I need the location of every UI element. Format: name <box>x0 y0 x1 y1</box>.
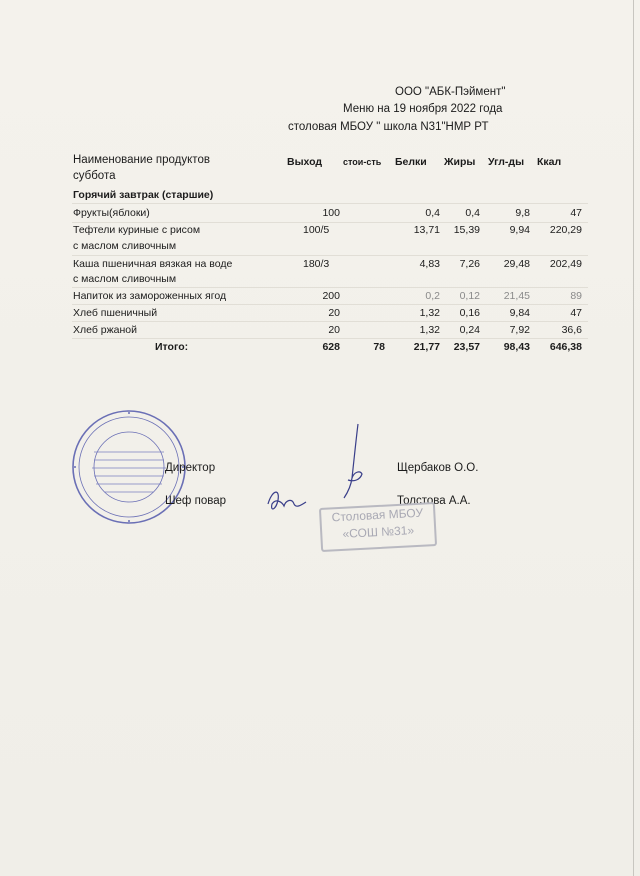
row-fat: 7,26 <box>459 258 480 270</box>
col-name-line2: суббота <box>73 170 116 182</box>
col-fat: Жиры <box>444 156 476 168</box>
chef-signature <box>262 482 312 518</box>
row-divider <box>72 203 588 204</box>
page-edge <box>633 0 634 876</box>
total-output: 628 <box>322 341 340 353</box>
row-kcal: 89 <box>570 290 582 302</box>
canteen-stamp-line1: Столовая МБОУ <box>331 505 424 525</box>
total-label: Итого: <box>155 341 189 353</box>
chef-name: Толстова А.А. <box>397 495 471 507</box>
row-kcal: 220,29 <box>549 224 582 236</box>
menu-title: Меню на 19 ноября 2022 года <box>343 103 503 115</box>
row-protein: 13,71 <box>413 224 440 236</box>
company-name: ООО "АБК-Пэймент" <box>395 86 506 98</box>
row-kcal: 36,6 <box>561 324 582 336</box>
row-output: 200 <box>322 290 340 302</box>
col-kcal: Ккал <box>537 156 562 168</box>
row-name: Фрукты(яблоки) <box>73 207 150 219</box>
total-kcal: 646,38 <box>549 341 582 353</box>
row-name: Напиток из замороженных ягод <box>73 290 227 302</box>
row-name: Хлеб пшеничный <box>73 307 158 319</box>
director-role: Директор <box>165 462 216 474</box>
col-carbs: Угл-ды <box>488 156 525 168</box>
director-signature <box>330 420 380 510</box>
canteen-stamp-line2: «СОШ №31» <box>342 523 415 541</box>
row-carbs: 7,92 <box>509 324 530 336</box>
col-name-line1: Наименование продуктов <box>73 154 210 166</box>
total-cost: 78 <box>373 341 385 353</box>
row-protein: 4,83 <box>419 258 440 270</box>
row-fat: 15,39 <box>453 224 480 236</box>
col-cost: стои-сть <box>343 157 382 167</box>
row-divider <box>72 287 588 288</box>
row-kcal: 47 <box>570 207 582 219</box>
row-divider <box>72 338 588 339</box>
row-name: Тефтели куриные с рисом <box>73 224 201 236</box>
chef-role: Шеф повар <box>165 495 226 507</box>
row-name-cont: с маслом сливочным <box>73 273 177 285</box>
row-divider <box>72 321 588 322</box>
col-protein: Белки <box>395 156 427 168</box>
total-protein: 21,77 <box>413 341 440 353</box>
row-fat: 0,24 <box>459 324 480 336</box>
row-protein: 1,32 <box>419 307 440 319</box>
row-divider <box>72 255 588 256</box>
row-name: Хлеб ржаной <box>73 324 137 336</box>
row-divider <box>72 222 588 223</box>
col-output: Выход <box>287 156 323 168</box>
row-output: 100/5 <box>303 224 330 236</box>
canteen-stamp <box>319 502 437 552</box>
row-carbs: 21,45 <box>503 290 530 302</box>
row-carbs: 9,94 <box>509 224 530 236</box>
row-output: 20 <box>328 324 340 336</box>
row-divider <box>72 304 588 305</box>
director-name: Щербаков О.О. <box>397 462 479 474</box>
row-carbs: 29,48 <box>503 258 530 270</box>
row-output: 100 <box>322 207 340 219</box>
row-name: Каша пшеничная вязкая на воде <box>73 258 233 270</box>
row-protein: 1,32 <box>419 324 440 336</box>
row-carbs: 9,8 <box>515 207 530 219</box>
row-name-cont: с маслом сливочным <box>73 240 177 252</box>
total-carbs: 98,43 <box>503 341 530 353</box>
canteen-name: столовая МБОУ " школа N31"НМР РТ <box>288 121 489 133</box>
row-kcal: 202,49 <box>549 258 582 270</box>
row-fat: 0,16 <box>459 307 480 319</box>
total-fat: 23,57 <box>453 341 480 353</box>
row-protein: 0,4 <box>425 207 440 219</box>
row-fat: 0,4 <box>465 207 480 219</box>
row-output: 20 <box>328 307 340 319</box>
row-kcal: 47 <box>570 307 582 319</box>
row-carbs: 9,84 <box>509 307 530 319</box>
row-protein: 0,2 <box>425 290 440 302</box>
section-title: Горячий завтрак (старшие) <box>73 189 214 201</box>
row-output: 180/3 <box>303 258 330 270</box>
row-fat: 0,12 <box>459 290 480 302</box>
